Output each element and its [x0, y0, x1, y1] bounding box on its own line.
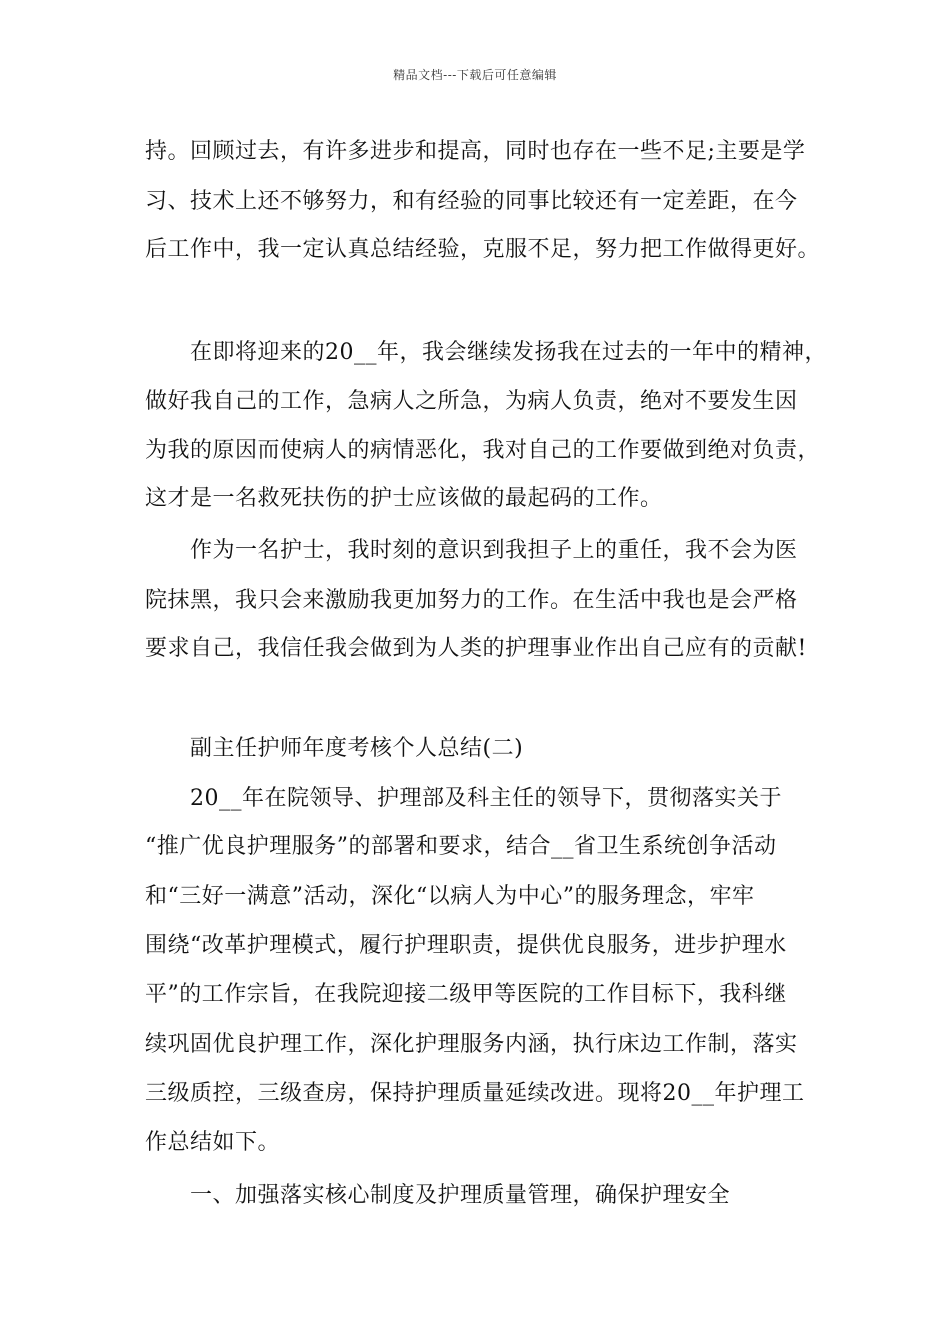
paragraph-line: 平”的工作宗旨，在我院迎接二级甲等医院的工作目标下，我科继 — [145, 982, 787, 1007]
paragraph-line: 后工作中，我一定认真总结经验，克服不足，努力把工作做得更好。 — [145, 237, 821, 262]
paragraph-line: 这才是一名救死扶伤的护士应该做的最起码的工作。 — [145, 486, 663, 511]
paragraph-line: 要求自己，我信任我会做到为人类的护理事业作出自己应有的贡献! — [145, 636, 807, 661]
paragraph-line: 在即将迎来的20__年，我会继续发扬我在过去的一年中的精神， — [190, 340, 827, 365]
paragraph-line: 做好我自己的工作，急病人之所急，为病人负责，绝对不要发生因 — [145, 389, 798, 414]
paragraph-line: 作总结如下。 — [145, 1130, 281, 1155]
paragraph-line: 三级质控，三级查房，保持护理质量延续改进。现将20__年护理工 — [145, 1081, 805, 1106]
section-title: 副主任护师年度考核个人总结(二) — [190, 736, 524, 761]
paragraph-line: 围绕“改革护理模式，履行护理职责，提供优良服务，进步护理水 — [145, 933, 787, 958]
section-heading: 一、加强落实核心制度及护理质量管理，确保护理安全 — [190, 1183, 731, 1208]
paragraph-line: 作为一名护士，我时刻的意识到我担子上的重任，我不会为医 — [190, 538, 798, 563]
paragraph-line: 持。回顾过去，有许多进步和提高，同时也存在一些不足;主要是学 — [145, 139, 806, 164]
paragraph-line: 为我的原因而使病人的病情恶化，我对自己的工作要做到绝对负责， — [145, 438, 821, 463]
paragraph-line: 习、技术上还不够努力，和有经验的同事比较还有一定差距，在今 — [145, 189, 798, 214]
paragraph-line: 20__年在院领导、护理部及科主任的领导下，贯彻落实关于 — [190, 786, 782, 811]
paragraph-line: 续巩固优良护理工作，深化护理服务内涵，执行床边工作制，落实 — [145, 1032, 798, 1057]
paragraph-line: “推广优良护理服务”的部署和要求，结合__省卫生系统创争活动 — [145, 834, 777, 859]
paragraph-line: 和“三好一满意”活动，深化“以病人为中心”的服务理念，牢牢 — [145, 884, 755, 909]
paragraph-line: 院抹黑，我只会来激励我更加努力的工作。在生活中我也是会严格 — [145, 588, 798, 613]
page-header: 精品文档---下载后可任意编辑 — [393, 68, 557, 82]
